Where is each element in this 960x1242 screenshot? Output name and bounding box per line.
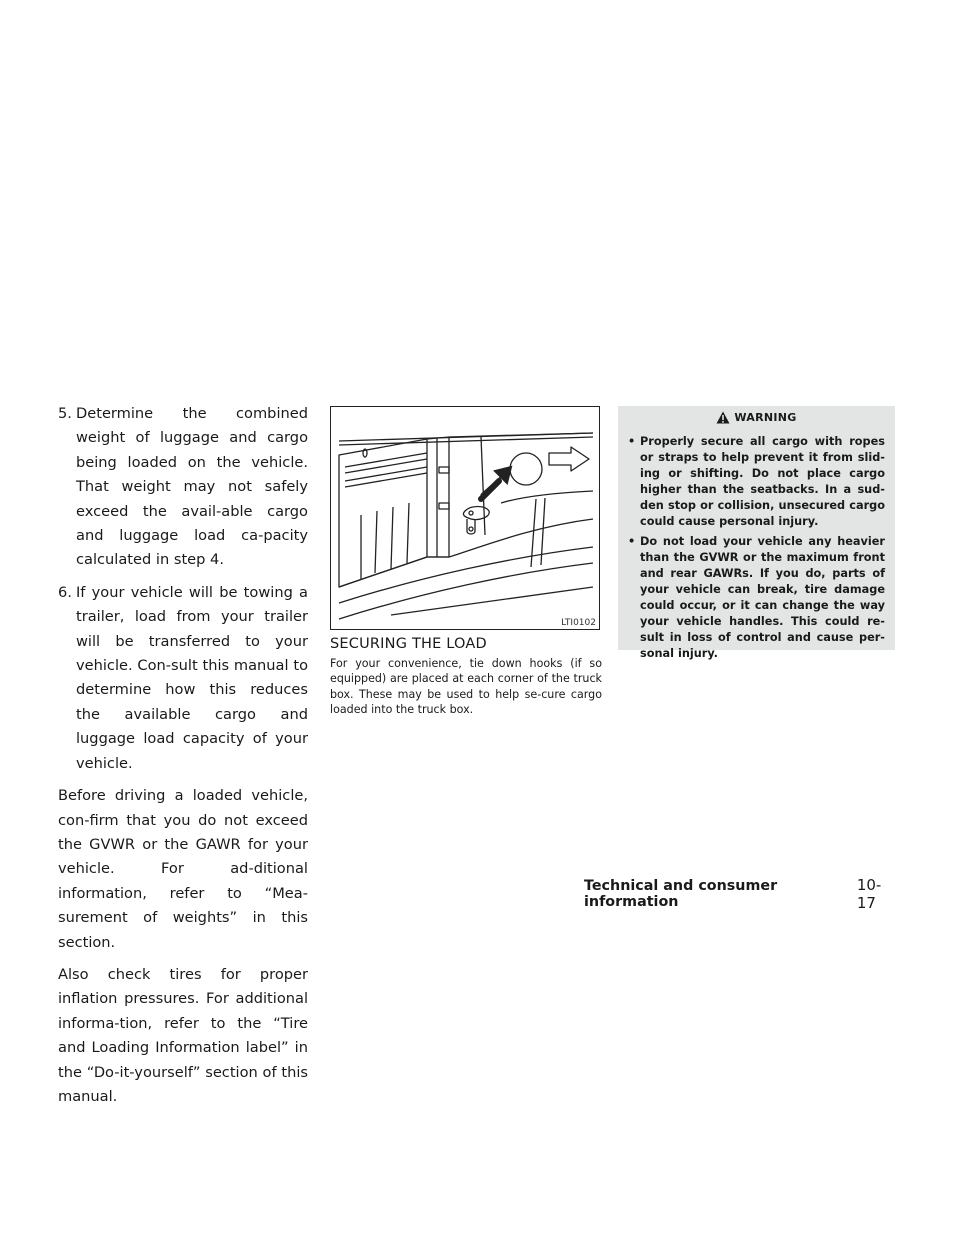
footer-section-title: Technical and consumer information (584, 878, 778, 910)
figure-label: LTI0102 (561, 618, 596, 628)
list-text: Determine the combined weight of luggage and cargo being loaded on the vehicle. That weight may not safely exceed the avail-able cargo and luggage load ca-pacity calculated in step 4. (76, 405, 308, 569)
page-footer (584, 876, 896, 912)
warning-text: Do not load your vehicle any heavier than the GVWR or the maximum front and rear GAWRs. If you do, parts of your vehicle can break, tire damage could occur, or it can change the way your vehicle handles. This could re-sult in loss of control and cause per-sonal injury. (640, 535, 885, 660)
warning-item (628, 534, 885, 661)
middle-column (330, 406, 602, 717)
section-body: For your convenience, tie down hooks (if so equipped) are placed at each corner of the truck box. These may be used to help se-cure cargo loaded into the truck box. (330, 657, 602, 716)
bullet: • (628, 435, 636, 448)
page-number: 10-17 (856, 876, 882, 912)
warning-triangle-icon (716, 411, 730, 424)
tie-down-hook-figure (330, 406, 600, 630)
paragraph-gvwr: Before driving a loaded vehicle, con-firm that you do not exceed the GVWR or the GAWR for your vehicle. For ad-ditional information, refer to “Mea-surement of weights” in this section. (58, 787, 308, 951)
truck-bed-illustration (331, 407, 599, 629)
list-item-5 (58, 402, 308, 573)
list-number: 6. (58, 583, 72, 601)
left-column (58, 402, 308, 1117)
list-number: 5. (58, 405, 72, 422)
warning-item (628, 434, 885, 529)
warning-box (618, 406, 895, 660)
warning-list (618, 428, 895, 662)
bullet: • (628, 535, 636, 549)
warning-text: Properly secure all cargo with ropes or straps to help prevent it from slid-ing or shifting. Do not place cargo higher than the seatbacks. In a sud-den stop or collision, unsecured cargo could cause personal injury. (640, 435, 885, 528)
warning-header (618, 406, 895, 428)
warning-title: WARNING (734, 410, 797, 424)
list-text: If your vehicle will be towing a trailer, load from your trailer will be transferred to your vehicle. Con-sult this manual to determine how this reduces the available cargo and luggage load capacity of your vehicle. (76, 583, 308, 772)
list-item-6 (58, 581, 308, 776)
paragraph-tires: Also check tires for proper inflation pressures. For additional informa-tion, refer to the “Tire and Loading Information label” in the “Do-it-yourself” section of this manual. (58, 965, 308, 1105)
section-heading: SECURING THE LOAD (330, 636, 487, 652)
